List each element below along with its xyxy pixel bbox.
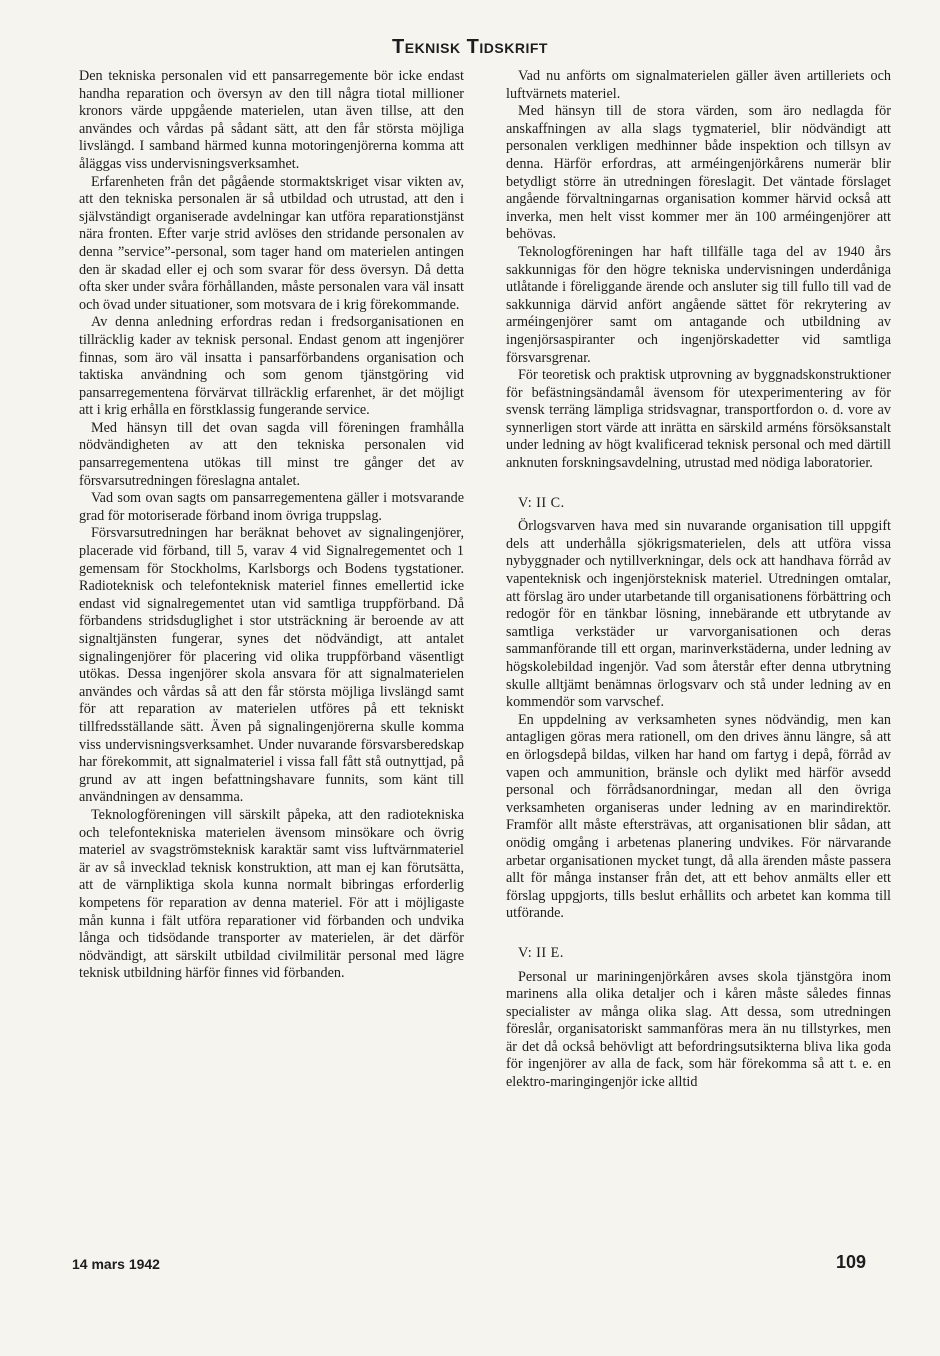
page-number: 109 bbox=[836, 1252, 867, 1272]
section-heading-c: V: II C. bbox=[518, 494, 565, 511]
paragraph: Med hänsyn till det ovan sagda vill föreningen framhålla nödvändigheten av att den tekniska personalen vid pansarregementena utökas till minst tre gånger det av försvarsutredningen föreslagna antalet. bbox=[79, 419, 464, 489]
section-heading-e: V: II E. bbox=[518, 944, 564, 961]
paragraph: Örlogsvarven hava med sin nuvarande organisation till uppgift dels att underhålla sjökrigsmaterielen, dels att utföra vissa nybyggnader och nytillverkningar, dels ock att handhava förråd av vapenteknisk och ingenjörsteknisk materiel. Utredningen omtalar, att förslag äro under utarbetande till organisationens förbättring och redogör för en tänkbar lösning, innebärande ett utbrytande av samtliga verkstäder ur varvorganisationen och deras sammanförande till ett organ, marinverkstäderna, under ledning av högskolebildad ingenjör. Vad som återstår efter denna utbrytning skulle alltjämt benämnas örlogsvarv och stå under ledning av en kommendör som varvschef. bbox=[506, 518, 891, 711]
paragraph: En uppdelning av verksamheten synes nödvändig, men kan antagligen göras mera rationell, om den drives ännu längre, så att en örlogsdepå bildas, vilken har hand om fartyg i depå, förråd av vapen och ammunition, bränsle och dylikt med härför avsedd personal och förrådsanordningar, medan all den övriga verksamheten organiseras under ledning av en marindirektör. Framför allt måste eftersträvas, att organisationen blir sådan, att onödig omgång i arbetenas planering undvikes. För närvarande arbetar organisationen mycket tungt, då alla ärenden måste passera allt för många instanser från det, att ett behov anmälts eller ett förslag uppgjorts, tills beslut erhållits och arbetet kan komma till utförande. bbox=[506, 711, 891, 922]
paragraph: Vad nu anförts om signalmaterielen gäller även artilleriets och luftvärnets materiel. bbox=[506, 68, 891, 102]
paragraph: Teknologföreningen vill särskilt påpeka, att den radiotekniska och telefontekniska materielen ävensom minsökare och övrig materiel av svagströmsteknisk karaktär samt viss luftvärnmateriel är av så invecklad teknisk konstruktion, att man ej kan förutsätta, att de värnpliktiga skola kunna normalt bibringas erforderlig kompetens för reparation av denna materiel. För att i möjligaste mån kunna i fält utföra reparationer vid förbanden och undvika långa och tidsödande transporter av materielen, är det därför nödvändigt, att särskilt utbildad civilmilitär personal med lägre teknisk utbildning härför finnes vid förbanden. bbox=[79, 806, 464, 982]
paragraph: Försvarsutredningen har beräknat behovet av signalingenjörer, placerade vid förband, till 5, varav 4 vid Signalregementet och 1 gemensam för Stockholms, Karlsborgs och Bodens tygstationer. Radioteknisk och telefonteknisk materiel finnes emellertid icke endast vid signalregementet utan vid samtliga truppförband. Då förbandens stridsduglighet i stor utsträckning är beroende av att signaltjänsten fungerar, synes det nödvändigt, att antalet signalingenjörer för placering vid olika truppförband väsentligt utökas. Dessa ingenjörer skola ansvara för att signalmaterielen användes och vårdas så att den får största möjliga livslängd samt för att reparation av materielen utföres på ett tekniskt tillfredsställande sätt. Även på signalingenjörerna skulle komma viss undervisningsverksamhet. Under nuvarande försvarsberedskap har förekommit, att signalmateriel i vissa fall fått stå outnyttjad, på grund av att ingen befattningshavare funnits, som känt till användningen av densamma. bbox=[79, 525, 464, 806]
paragraph: Med hänsyn till de stora värden, som äro nedlagda för anskaffningen av alla slags tygmateriel, blir nödvändigt att personalen verkligen medhinner både inspektion och tillsyn av denna. Härför erfordras, att arméingenjörkårens numerär blir betydligt större än utredningen föreslagit. Det väntade förslaget angående förvaltningarnas organisation kommer härvid också att inverka, men helt visst kommer mer än 100 arméingenjörer att behövas. bbox=[506, 103, 891, 243]
paragraph: Personal ur mariningenjörkåren avses skola tjänstgöra inom marinens alla olika detaljer och i kåren måste således finnas specialister av många olika slag. Att dessa, som utredningen föreslår, organisatoriskt sammanföras mera än nu tillstyrkes, men är det då också behövligt att befordringsutsikterna bliva lika goda för ingenjörer av alla de fack, som här förekomma så att t. e. en elektro-maringingenjör icke alltid bbox=[506, 968, 891, 1091]
paragraph: Teknologföreningen har haft tillfälle taga del av 1940 års sakkunnigas för den högre tekniska undervisningen underdåniga utlåtande i föreliggande ärende och ansluter sig till fullo till vad de sakkunniga därvid anfört angående sättet för rekrytering av arméingenjörer samt om antagande och utbildning av ingenjörsaspiranter och ingenjörskadetter vid samtliga försvarsgrenar. bbox=[506, 243, 891, 366]
paragraph: Vad som ovan sagts om pansarregementena gäller i motsvarande grad för motoriserade förband inom övriga truppslag. bbox=[79, 490, 464, 524]
left-column bbox=[79, 68, 464, 983]
journal-title: Teknisk Tidskrift bbox=[392, 36, 548, 58]
paragraph: Erfarenheten från det pågående stormaktskriget visar vikten av, att den tekniska personalen är så utbildad och utrustad, att den i självständigt organiserade avdelningar kan utföra reparationstjänst nära fronten. Efter varje strid avlöses den stridande personalen av denna ”service”-personal, som tager hand om materielen antingen den är skadad eller ej och som svarar för dess översyn. Då detta ofta sker under svåra förhållanden, måste personalen vara väl insatt och övad under situationer, som motsvara de i krig förekommande. bbox=[79, 173, 464, 313]
paragraph: För teoretisk och praktisk utprovning av byggnadskonstruktioner för befästningsändamål ävensom för utexperimentering av för svensk terräng lämpliga stridsvagnar, transportfordon o. d. vore av synnerligen stort värde att inrätta en särskild arméns försöksanstalt under ledning av högt kvalificerad teknisk personal och med därtill anknuten forskningsavdelning, utrustad med nödiga laboratorier. bbox=[506, 367, 891, 472]
right-column bbox=[506, 68, 891, 1092]
paragraph: Av denna anledning erfordras redan i fredsorganisationen en tillräcklig kader av teknisk personal. Endast genom att ingenjörer finnas, som äro väl insatta i pansarförbandens organisation och taktiska användning och som genom tjänstgöring vid pansarregementena förvärvat tillräcklig erfarenhet, är det möjligt att i krig erhålla en förstklassig fungerande service. bbox=[79, 314, 464, 419]
issue-date: 14 mars 1942 bbox=[72, 1256, 160, 1272]
paragraph: Den tekniska personalen vid ett pansarregemente bör icke endast handha reparation och översyn av den till några tiotal millioner kronors värde uppgående materielen, utan även tillse, att den användes och vårdas på sådant sätt, att den får största möjliga livslängd. I samband härmed kunna motoringenjörerna komma att åläggas viss undervisningsverksamhet. bbox=[79, 68, 464, 172]
